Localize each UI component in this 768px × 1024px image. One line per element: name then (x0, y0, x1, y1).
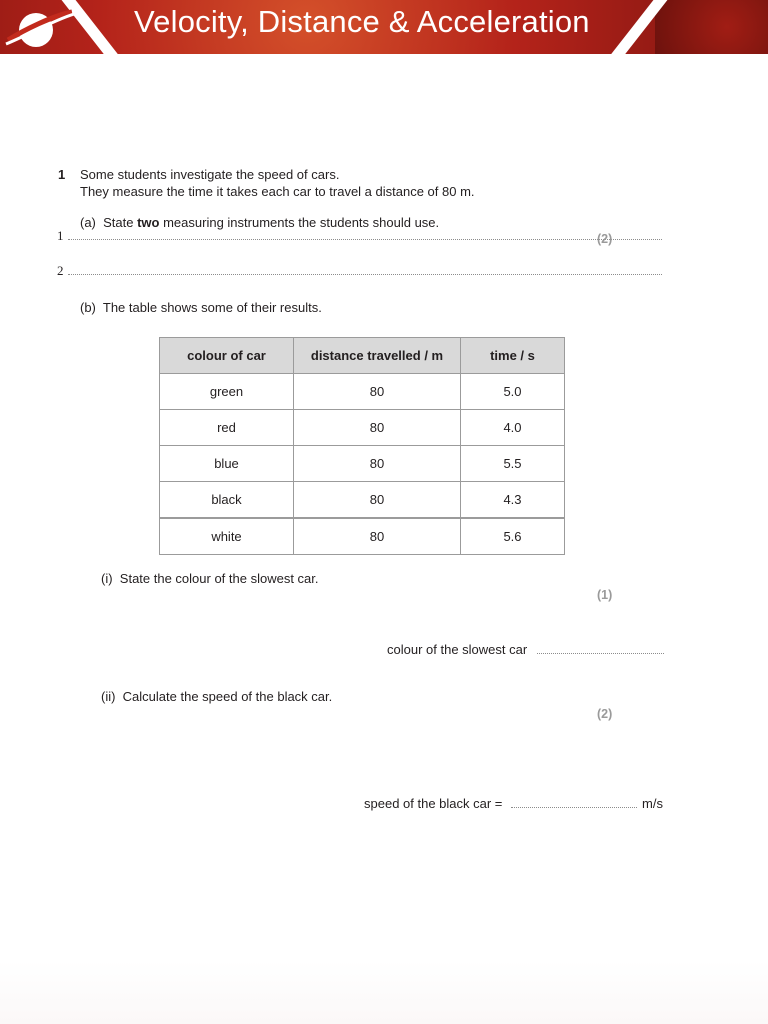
cell-colour: red (160, 410, 294, 446)
question-intro-line2: They measure the time it takes each car to travel a distance of 80 m. (80, 184, 475, 199)
cell-colour: blue (160, 446, 294, 482)
sub-ii-prompt (101, 689, 332, 704)
footer-fade (0, 960, 768, 1024)
table-row (160, 518, 565, 555)
sub-i-answer-label: colour of the slowest car (387, 642, 528, 657)
cell-distance: 80 (294, 410, 461, 446)
cell-time: 4.3 (461, 482, 565, 519)
planet-icon (4, 6, 74, 52)
banner-dark-panel (655, 0, 768, 54)
part-a-text-before: State (103, 215, 138, 230)
sub-ii-text: Calculate the speed of the black car. (122, 689, 333, 704)
answer-line-number-2: 2 (57, 263, 64, 278)
answer-line-2[interactable] (68, 274, 662, 275)
cell-time: 5.5 (461, 446, 565, 482)
part-a-label: (a) (80, 215, 96, 230)
part-b-label: (b) (80, 300, 96, 315)
cell-distance: 80 (294, 482, 461, 519)
cell-colour: green (160, 374, 294, 410)
table-header-row (160, 338, 565, 374)
question-number: 1 (58, 167, 66, 182)
cell-time: 4.0 (461, 410, 565, 446)
answer-line-1[interactable] (68, 239, 662, 240)
cell-colour: black (160, 482, 294, 519)
table-row (160, 482, 565, 519)
table-row (160, 410, 565, 446)
page-title: Velocity, Distance & Acceleration (134, 4, 590, 39)
black-car-speed-answer-line[interactable] (511, 807, 637, 808)
speed-unit: m/s (642, 796, 663, 811)
header-banner (0, 0, 768, 54)
part-a-marks: (2) (597, 232, 613, 246)
cell-time: 5.6 (461, 518, 565, 555)
sub-ii-answer-label: speed of the black car = (364, 796, 503, 811)
cell-time: 5.0 (461, 374, 565, 410)
part-b-text: The table shows some of their results. (102, 300, 322, 315)
cell-distance: 80 (294, 446, 461, 482)
table-row (160, 374, 565, 410)
cell-distance: 80 (294, 518, 461, 555)
sub-i-marks: (1) (597, 588, 613, 602)
slowest-car-answer-line[interactable] (537, 653, 664, 654)
sub-i-prompt (101, 571, 319, 586)
question-intro-line1: Some students investigate the speed of cars. (80, 167, 340, 182)
part-a-prompt (80, 215, 439, 230)
part-a-text-after: measuring instruments the students should use. (159, 215, 440, 230)
answer-line-number-1: 1 (57, 228, 64, 243)
part-a-text-bold: two (137, 215, 160, 230)
sub-i-text: State the colour of the slowest car. (119, 571, 319, 586)
part-b-prompt (80, 300, 322, 315)
sub-ii-label: (ii) (101, 689, 116, 704)
header-distance: distance travelled / m (294, 338, 461, 374)
sub-i-label: (i) (101, 571, 113, 586)
header-colour: colour of car (160, 338, 294, 374)
table-row (160, 446, 565, 482)
cell-colour: white (160, 518, 294, 555)
cell-distance: 80 (294, 374, 461, 410)
header-time: time / s (461, 338, 565, 374)
results-table (159, 337, 565, 555)
sub-ii-marks: (2) (597, 707, 613, 721)
